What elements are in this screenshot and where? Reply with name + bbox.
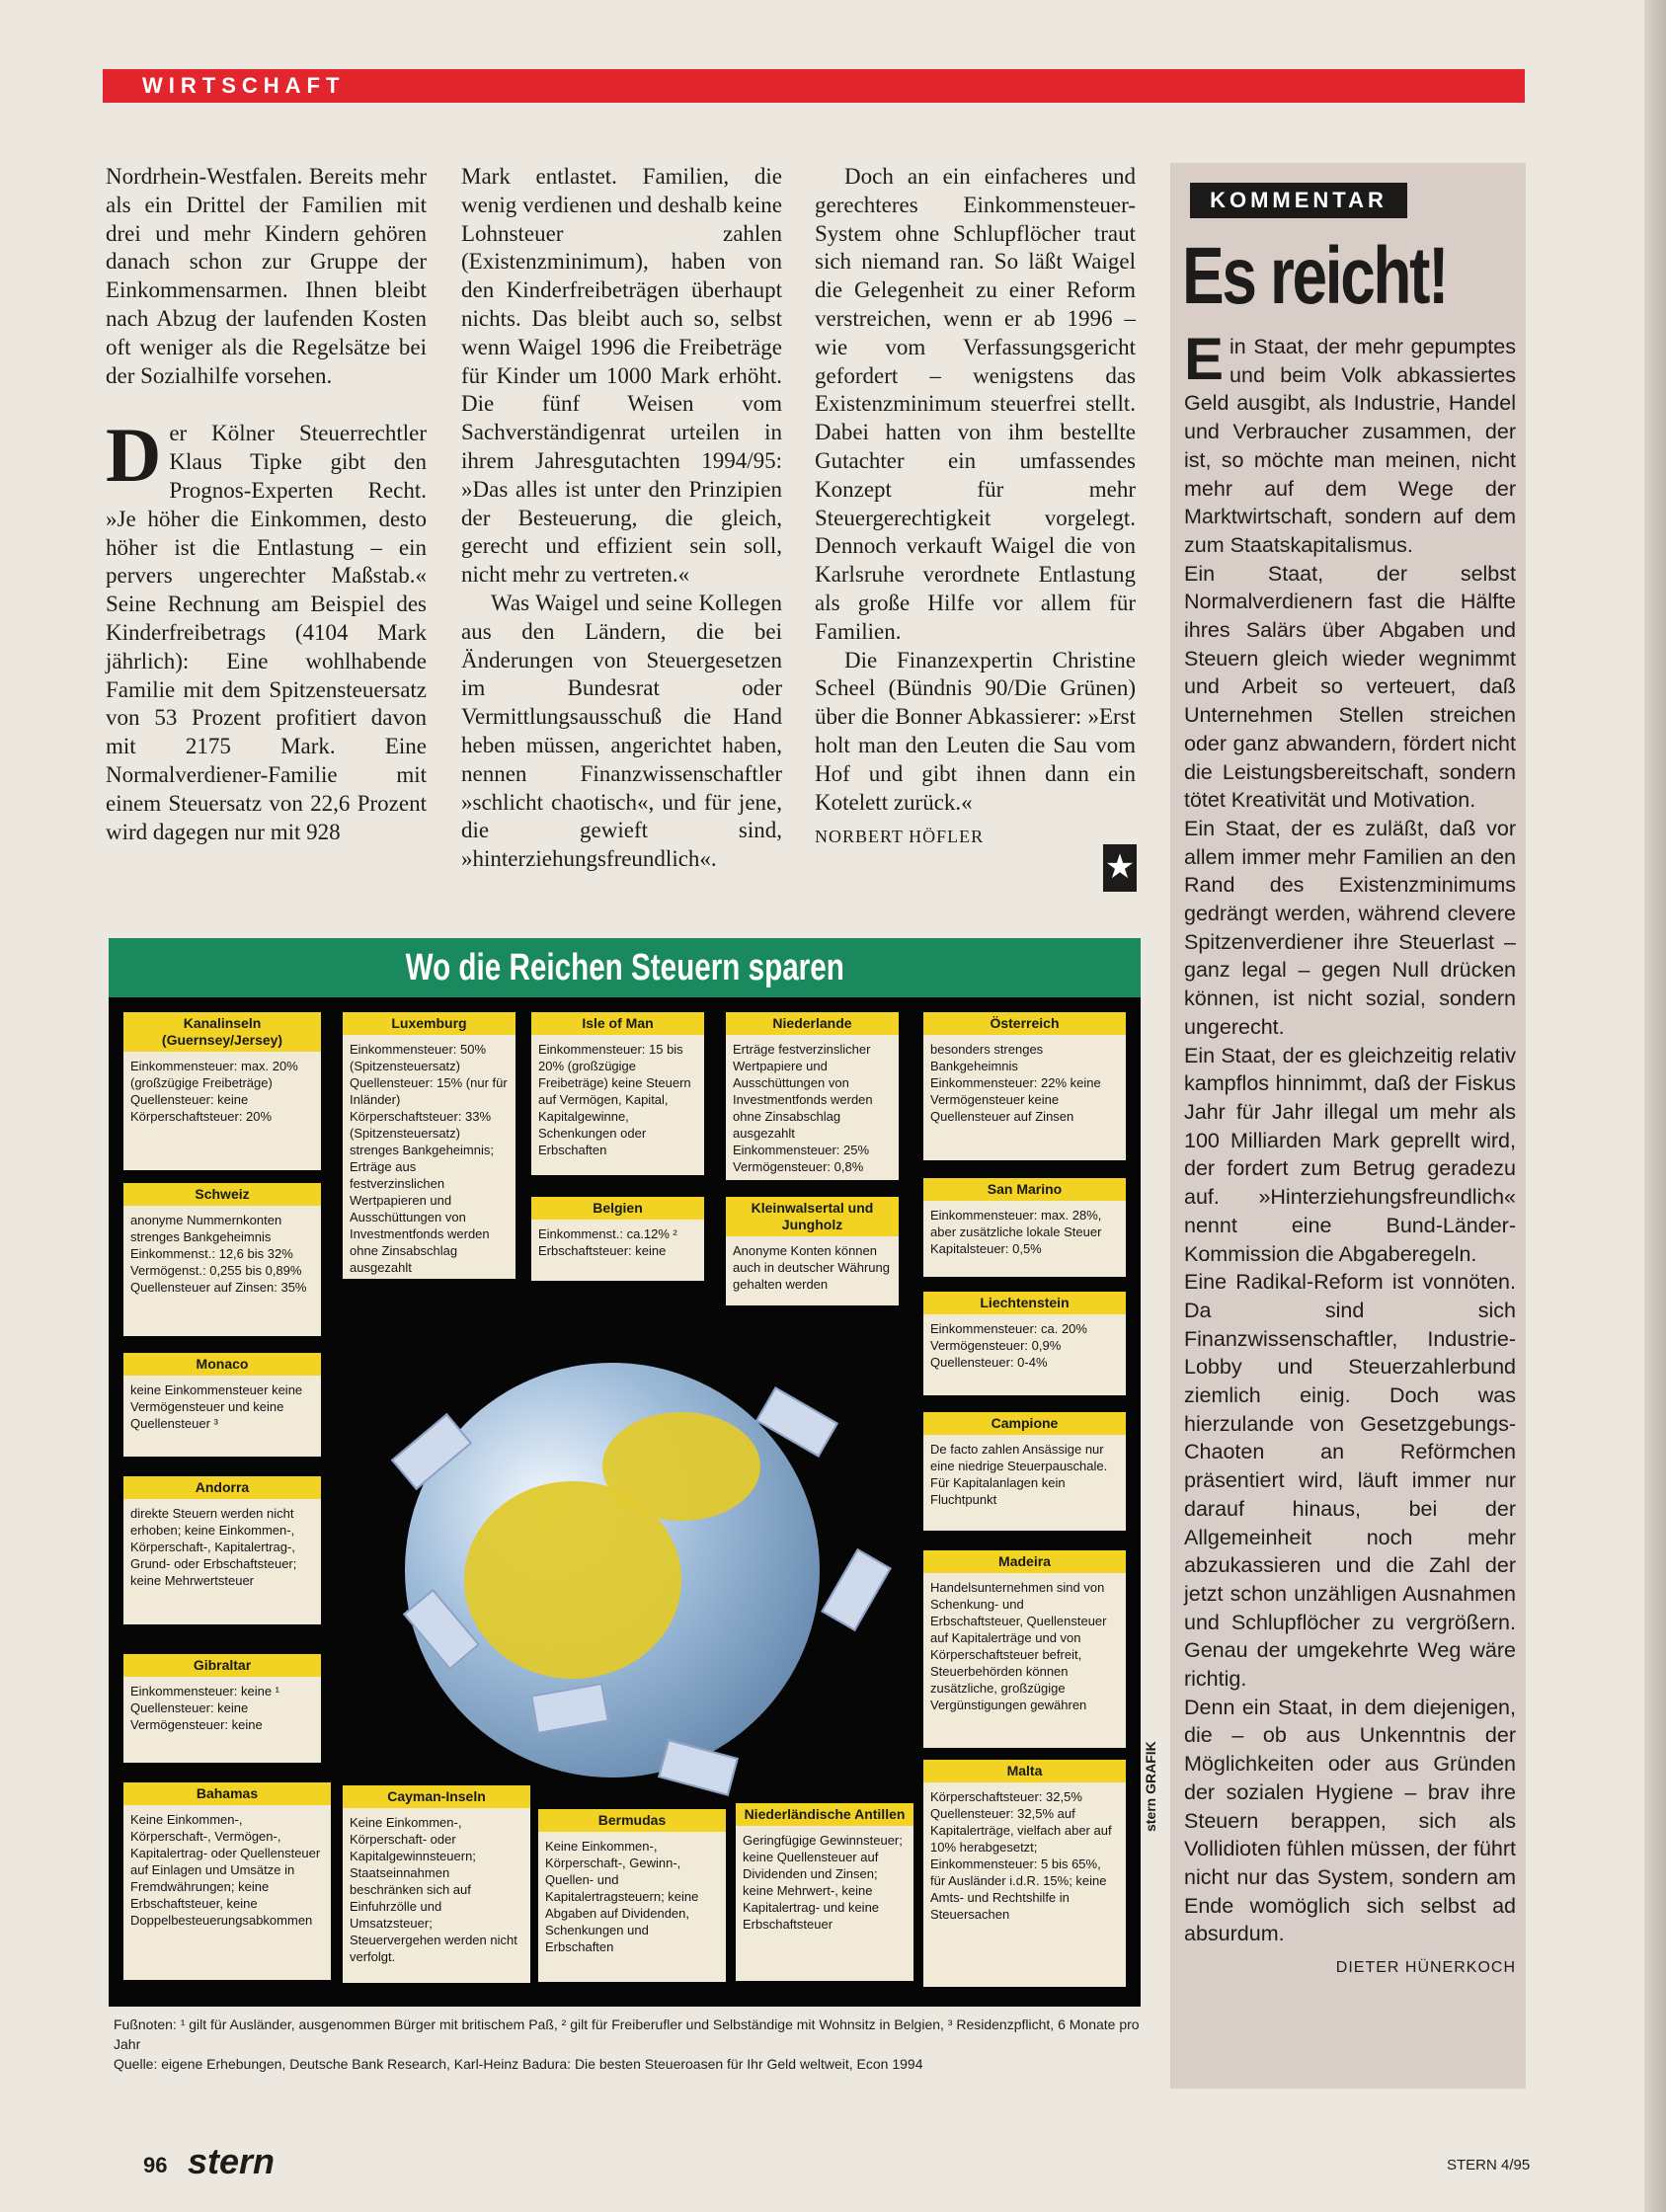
globe-illustration <box>405 1363 820 1778</box>
haven-box <box>923 1412 1126 1531</box>
commentary-headline: Es reicht! <box>1182 231 1448 321</box>
haven-box <box>726 1197 899 1305</box>
haven-name: Andorra <box>123 1476 321 1499</box>
haven-box <box>531 1012 704 1175</box>
footnotes <box>114 2014 1150 2074</box>
commentary-body <box>1184 326 1516 1983</box>
haven-name: Cayman-Inseln <box>343 1785 530 1808</box>
graphic-credit: stern GRAFIK <box>1143 1741 1158 1832</box>
author-byline: NORBERT HÖFLER <box>815 827 985 847</box>
haven-box <box>123 1476 321 1624</box>
paragraph: Die Finanzexpertin Christine Scheel (Bündnis 90/Die Grünen) über die Bonner Abkassierer: »Erst holt man den Leuten die Sau vom Hof und gibt ihnen dann ein Kotelett zurück.« <box>815 647 1136 815</box>
page-edge <box>1644 0 1666 2212</box>
haven-box <box>531 1197 704 1281</box>
haven-text: De facto zahlen Ansässige nur eine niedrige Steuerpauschale. Für Kapitalanlagen kein Fluchtpunkt <box>930 1442 1108 1507</box>
haven-text: Einkommensteuer: 50% (Spitzensteuersatz) Quellensteuer: 15% (nur für Inländer) Körperschaftsteuer: 33% (Spitzensteuersatz) strenges Bankgeheimnis; Erträge aus festverzinslichen Wertpapieren und Ausschüttungen von Investmentfonds werden ohne Zinsabschlag ausgezahlt <box>350 1042 508 1275</box>
page-number: 96 <box>143 2153 168 2177</box>
haven-box <box>923 1760 1126 1987</box>
article-column-2 <box>461 163 782 874</box>
haven-name: Isle of Man <box>531 1012 704 1035</box>
paragraph: Was Waigel und seine Kollegen aus den Ländern, die bei Änderungen von Steuergesetzen im Bundesrat oder Vermittlungsausschuß die Hand heben müssen, angerichtet haben, nennen Finanzwissenschaftler »schlicht chaotisch«, und für jene, die gewieft sind, »hinterziehungsfreundlich«. <box>461 590 782 872</box>
haven-box <box>123 1782 331 1980</box>
globe-land <box>602 1412 760 1521</box>
haven-text: direkte Steuern werden nicht erhoben; keine Einkommen-, Körperschaft-, Kapitalertrag-, Grund- oder Erbschaftsteuer; keine Mehrwertsteuer <box>130 1506 297 1588</box>
haven-text: besonders strenges Bankgeheimnis Einkommensteuer: 22% keine Vermögensteuer keine Quellensteuer auf Zinsen <box>930 1042 1101 1124</box>
haven-text: Einkommensteuer: max. 20% (großzügige Freibeträge) Quellensteuer: keine Körperschaftsteuer: 20% <box>130 1059 298 1124</box>
haven-box <box>123 1353 321 1457</box>
haven-name: Bahamas <box>123 1782 331 1805</box>
banknote-icon <box>821 1548 892 1631</box>
haven-box <box>343 1785 530 1983</box>
haven-name: San Marino <box>923 1178 1126 1201</box>
graphic-title <box>109 938 1141 997</box>
paragraph: Ein Staat, der es zuläßt, daß vor allem immer mehr Familien an den Rand des Existenzminimums gedrängt werden, während clevere Spitzenverdiener ihre Steuerlast – ganz legal – gegen Null drücken können, ist nicht sozial, sondern ungerecht. <box>1184 816 1516 1039</box>
haven-name: Liechtenstein <box>923 1292 1126 1314</box>
source-line: Quelle: eigene Erhebungen, Deutsche Bank Research, Karl-Heinz Badura: Die besten Steueroasen für Ihr Geld weltweit, Econ 1994 <box>114 2056 923 2072</box>
haven-text: anonyme Nummernkonten strenges Bankgeheimnis Einkommenst.: 12,6 bis 32% Vermögenst.: 0,255 bis 0,89% Quellensteuer auf Zinsen: 35% <box>130 1213 307 1295</box>
commentary-tag: KOMMENTAR <box>1190 183 1407 218</box>
haven-text: keine Einkommensteuer keine Vermögensteuer und keine Quellensteuer ³ <box>130 1382 303 1431</box>
issue-label: STERN 4/95 <box>1447 2157 1531 2173</box>
haven-text: Handelsunternehmen sind von Schenkung- und Erbschaftsteuer, Quellensteuer auf Kapitalerträge und von Körperschaftsteuer befreit, Steuerbehörden können zusätzliche, großzügige Vergünstigungen gewähren <box>930 1580 1107 1712</box>
commentary-box <box>1170 163 1526 2089</box>
haven-text: Einkommensteuer: ca. 20% Vermögensteuer: 0,9% Quellensteuer: 0-4% <box>930 1321 1087 1370</box>
haven-name: Niederlande <box>726 1012 899 1035</box>
commentary-byline: DIETER HÜNERKOCH <box>1335 1959 1516 1977</box>
haven-name: Kanalinseln (Guernsey/Jersey) <box>123 1012 321 1052</box>
footnote-line: Fußnoten: ¹ gilt für Ausländer, ausgenommen Bürger mit britischem Paß, ² gilt für Freiberufler und Selbständige mit Wohnsitz in Belgien, ³ Residenzpflicht, 6 Monate pro Jahr <box>114 2016 1140 2052</box>
paragraph: Mark entlastet. Familien, die wenig verdienen und deshalb keine Lohnsteuer zahlen (Existenzminimum), haben von den Kinderfreibeträgen überhaupt nichts. Das bleibt auch so, selbst wenn Waigel 1996 die Freibeträge für Kinder um 1000 Mark erhöht. Die fünf Weisen vom Sachverständigenrat urteilen in ihrem Jahresgutachten 1994/95: »Das alles ist unter den Prinzipien der Besteuerung, die gleich, gerecht und effizient sein soll, nicht mehr zu vertreten.« <box>461 164 782 588</box>
paragraph: Ein Staat, der es gleichzeitig relativ kampflos hinnimmt, daß der Fiskus Jahr für Jahr illegal um mehr als 100 Milliarden Mark geprellt wird, der fordert zum Betrug geradezu auf. »Hinterziehungsfreundlich« nennt eine Bund-Länder-Kommission die Abgaberegeln. <box>1184 1043 1516 1266</box>
haven-name: Madeira <box>923 1550 1126 1573</box>
haven-text: Einkommenst.: ca.12% ² Erbschaftsteuer: keine <box>538 1226 677 1258</box>
haven-text: Einkommensteuer: 15 bis 20% (großzügige Freibeträge) keine Steuern auf Vermögen, Kapital, Kapitalgewinne, Schenkungen oder Erbschaften <box>538 1042 691 1157</box>
haven-box <box>123 1654 321 1763</box>
haven-text: Keine Einkommen-, Körperschaft-, Vermögen-, Kapitalertrag- oder Quellensteuer auf Einlagen und Umsätze in Fremdwährungen; keine Erbschaftsteuer, keine Doppelbesteuerungsabkommen <box>130 1812 321 1928</box>
haven-name: Österreich <box>923 1012 1126 1035</box>
haven-box <box>123 1183 321 1336</box>
banknote-icon <box>658 1739 739 1796</box>
haven-text: Einkommensteuer: keine ¹ Quellensteuer: keine Vermögensteuer: keine <box>130 1684 280 1732</box>
haven-name: Bermudas <box>538 1809 726 1832</box>
drop-cap: D <box>106 412 162 499</box>
end-star-icon: ★ <box>1103 844 1137 892</box>
section-header <box>103 69 1525 103</box>
drop-cap: E <box>1184 326 1225 392</box>
paragraph: Doch an ein einfacheres und gerechteres Einkommensteuer-System ohne Schlupflöcher traut sich niemand ran. So läßt Waigel die Gelegenheit zu einer Reform verstreichen, wenn er ab 1996 – wie vom Verfassungsgericht gefordert – wenigstens das Existenzminimum steuerfrei stellt. Dabei hatten von ihm bestellte Gutachter ein umfassendes Konzept für mehr Steuergerechtigkeit vorgelegt. Dennoch verkauft Waigel die von Karlsruhe verordnete Entlastung als große Hilfe vor allem für Familien. <box>815 164 1136 644</box>
haven-name: Campione <box>923 1412 1126 1435</box>
paragraph-text: er Kölner Steuerrechtler Klaus Tipke gibt den Prognos-Experten Recht. »Je höher die Einkommen, desto höher ist die Entlastung – ein pervers ungerechter Maßstab.« Seine Rechnung am Beispiel des Kinderfreibetrags (4104 Mark jährlich): Eine wohlhabende Familie mit dem Spitzensteuersatz von 53 Prozent profitiert davon mit 2175 Mark. Eine Normalverdiener-Familie mit einem Steuersatz von 22,6 Prozent wird dagegen nur mit 928 <box>106 421 427 844</box>
tax-haven-graphic <box>109 938 1141 2007</box>
haven-box <box>923 1292 1126 1395</box>
paragraph-text: in Staat, der mehr gepumptes und beim Volk abkassiertes Geld ausgibt, als Industrie, Handel und Verbraucher zusammen, der ist, so möchte man meinen, nicht mehr auf dem Wege der Marktwirtschaft, sondern auf dem zum Staatskapitalismus. <box>1184 335 1516 557</box>
haven-text: Anonyme Konten können auch in deutscher Währung gehalten werden <box>733 1243 890 1292</box>
haven-name: Monaco <box>123 1353 321 1376</box>
haven-name: Schweiz <box>123 1183 321 1206</box>
haven-text: Keine Einkommen-, Körperschaft-, Gewinn-, Quellen- und Kapitalertragsteuern; keine Abgaben auf Dividenden, Schenkungen und Erbschaften <box>545 1839 699 1954</box>
paragraph <box>106 412 427 846</box>
haven-text: Geringfügige Gewinnsteuer; keine Quellensteuer auf Dividenden und Zinsen; keine Mehrwert-, keine Kapitalertrag- und keine Erbschaftsteuer <box>743 1833 903 1932</box>
paragraph: Ein Staat, der selbst Normalverdienern fast die Hälfte ihres Salärs über Abgaben und Steuern gleich wieder wegnimmt und Arbeit so verteuert, daß Unternehmen Stellen streichen oder ganz abwandern, fördert nicht die Leistungsbereitschaft, sondern tötet Kreativität und Motivation. <box>1184 561 1516 813</box>
paragraph: Denn ein Staat, in dem diejenigen, die – ob aus Unkenntnis der Möglichkeiten oder aus Gründen der sozialen Hygiene – brav ihre Steuern berappen, sich als Vollidioten fühlen müssen, der führt nicht nur das System, sondern am Ende womöglich sich selbst ad absurdum. <box>1184 1695 1516 1946</box>
haven-text: Körperschaftsteuer: 32,5% Quellensteuer: 32,5% auf Kapitalerträge, vielfach aber auf 10% herabgesetzt; Einkommensteuer: 5 bis 65%, für Ausländer i.d.R. 15%; keine Amts- und Rechtshilfe in Steuersachen <box>930 1789 1112 1922</box>
paragraph: Eine Radikal-Reform ist vonnöten. Da sind sich Finanzwissenschaftler, Industrie-Lobby und Steuerzahlerbund ziemlich einig. Doch was hierzulande von Gesetzgebungs-Chaoten an Reförmchen präsentiert wird, läuft immer nur darauf hinaus, bei der Allgemeinheit noch mehr abzukassieren und die Zahl der jetzt schon unzähligen Ausnahmen und Schlupflöcher zu vergrößern. Genau der umgekehrte Weg wäre richtig. <box>1184 1270 1516 1692</box>
section-label: WIRTSCHAFT <box>142 73 346 98</box>
haven-box <box>923 1550 1126 1748</box>
stern-logo: stern <box>188 2141 276 2181</box>
paragraph <box>1184 326 1516 560</box>
haven-box <box>123 1012 321 1170</box>
article-column-3 <box>815 163 1136 851</box>
haven-box <box>343 1012 516 1279</box>
graphic-title-text: Wo die Reichen Steuern sparen <box>405 947 844 988</box>
haven-text: Erträge festverzinslicher Wertpapiere und Ausschüttungen von Investmentfonds werden ohne Zinsabschlag ausgezahlt Einkommensteuer: 25% Vermögensteuer: 0,8% <box>733 1042 873 1174</box>
paragraph: Nordrhein-Westfalen. Bereits mehr als ein Drittel der Familien mit drei und mehr Kindern gehören danach schon zur Gruppe der Einkommensarmen. Ihnen bleibt nach Abzug der laufenden Kosten oft weniger als die Regelsätze bei der Sozialhilfe vorsehen. <box>106 164 427 388</box>
haven-name: Gibraltar <box>123 1654 321 1677</box>
haven-name: Belgien <box>531 1197 704 1220</box>
haven-name: Niederländische Antillen <box>736 1803 913 1826</box>
haven-text: Keine Einkommen-, Körperschaft- oder Kapitalgewinnsteuern; Staatseinnahmen beschränken sich auf Einfuhrzölle und Umsatzsteuer; Steuervergehen werden nicht verfolgt. <box>350 1815 517 1964</box>
haven-box <box>923 1012 1126 1160</box>
haven-name: Kleinwalsertal und Jungholz <box>726 1197 899 1236</box>
haven-name: Luxemburg <box>343 1012 516 1035</box>
haven-text: Einkommensteuer: max. 28%, aber zusätzliche lokale Steuer Kapitalsteuer: 0,5% <box>930 1208 1102 1256</box>
haven-box <box>736 1803 913 1981</box>
haven-name: Malta <box>923 1760 1126 1782</box>
haven-box <box>923 1178 1126 1277</box>
haven-box <box>538 1809 726 1982</box>
article-column-1 <box>106 163 427 846</box>
haven-box <box>726 1012 899 1180</box>
